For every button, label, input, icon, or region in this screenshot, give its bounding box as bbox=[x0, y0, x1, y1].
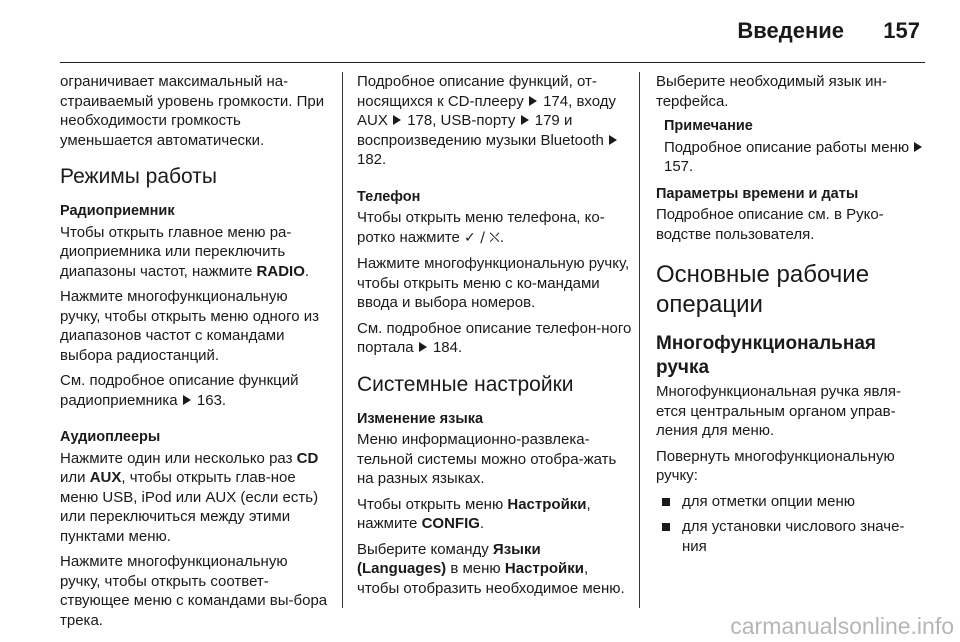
subheading-phone: Телефон bbox=[357, 188, 421, 205]
subheading-radio: Радиоприемник bbox=[60, 203, 175, 219]
time-paragraph: Подробное описание см. в Руко-водстве пользователя. bbox=[656, 206, 884, 243]
subheading-multifunction-knob: Многофункциональная ручка bbox=[656, 333, 876, 378]
page-ref-link[interactable]: 184. bbox=[432, 339, 463, 356]
phone-paragraph: Нажмите многофункциональную ручку, чтобы открыть меню с ко-мандами ввода и выбора номеров. bbox=[357, 255, 630, 311]
page-ref-link[interactable]: 178, USB-порту bbox=[407, 112, 516, 129]
page-ref-link[interactable]: 157. bbox=[664, 158, 694, 175]
languages-key: Языки (Languages) bbox=[357, 540, 541, 577]
knob-paragraph: Повернуть многофункциональную ручку: bbox=[656, 447, 895, 484]
section-heading-settings: Системные настройки bbox=[357, 372, 574, 396]
page-ref-link[interactable]: 182. bbox=[357, 151, 387, 168]
header-rule bbox=[60, 62, 925, 63]
radio-paragraph: Чтобы открыть главное меню ра-диоприемника или переключить диапазоны частот, нажмите RADIO. bbox=[60, 223, 310, 280]
column-3 bbox=[656, 72, 928, 562]
page-ref-link[interactable]: 163. bbox=[196, 391, 227, 409]
note-title: Примечание bbox=[664, 118, 753, 134]
settings-key: Настройки bbox=[507, 495, 587, 513]
bullet-icon bbox=[662, 498, 670, 506]
phone-paragraph: См. подробное описание телефон-ного портала 184. bbox=[357, 319, 632, 356]
subheading-audio: Аудиоплееры bbox=[60, 429, 161, 445]
page-ref-icon bbox=[529, 96, 537, 106]
page-ref-icon bbox=[393, 115, 401, 125]
language-paragraph: Выберите команду Языки (Languages) в меню Настройки, чтобы отобразить необходимое меню. bbox=[357, 540, 625, 597]
phone-paragraph: Чтобы открыть меню телефона, ко-ротко нажмите ✓ / ⛌. bbox=[357, 209, 605, 246]
phone-call-icon: ✓ / ⛌ bbox=[464, 229, 500, 246]
config-key: CONFIG bbox=[421, 515, 480, 532]
note-box bbox=[656, 117, 928, 177]
page-ref-link[interactable]: 174, bbox=[543, 92, 573, 110]
page-ref-icon bbox=[183, 395, 191, 405]
language-select-paragraph: Выберите необходимый язык ин-терфейса. bbox=[656, 73, 887, 110]
note-text: Подробное описание работы меню 157. bbox=[664, 138, 928, 177]
subheading-language: Изменение языка bbox=[357, 410, 484, 427]
cd-key: CD bbox=[296, 449, 319, 467]
page-ref-link[interactable]: 179 и воспроизведению музыки Bluetooth bbox=[357, 112, 604, 149]
page-ref-icon bbox=[914, 142, 922, 152]
audio-paragraph: Нажмите многофункциональную ручку, чтобы открыть соответ-ствующее меню с командами вы-бора трека. bbox=[60, 553, 328, 629]
page-ref-icon bbox=[521, 115, 529, 125]
radio-paragraph: Нажмите многофункциональную ручку, чтобы открыть меню одного из диапазонов частот с командами выбора радиостанций. bbox=[60, 288, 320, 364]
list-item: для установки числового значе-ния bbox=[656, 517, 928, 556]
column-1 bbox=[60, 72, 330, 636]
page-header bbox=[0, 0, 960, 60]
page-ref-icon bbox=[609, 135, 617, 145]
subheading-time-date: Параметры времени и даты bbox=[656, 185, 859, 202]
section-heading-basic-operations: Основные рабочие операции bbox=[656, 261, 870, 318]
radio-paragraph: См. подробное описание функций радиоприемника 163. bbox=[60, 372, 299, 409]
audio-paragraph: Нажмите один или несколько раз CD или AUX, чтобы открыть глав-ное меню USB, iPod или AUX (если есть) или переключиться между этими пунктами меню. bbox=[60, 449, 319, 545]
intro-paragraph: ограничивает максимальный на-страиваемый уровень громкости. При необходимости громкость уменьшается автоматически. bbox=[60, 73, 325, 149]
bullet-icon bbox=[662, 523, 670, 531]
watermark: carmanualsonline.info bbox=[730, 613, 954, 639]
section-heading-modes: Режимы работы bbox=[60, 165, 217, 188]
list-item: для отметки опции меню bbox=[656, 492, 928, 512]
column-divider bbox=[342, 72, 343, 608]
knob-paragraph: Многофункциональная ручка явля-ется центральным органом управ-ления для меню. bbox=[656, 383, 902, 439]
page-number: 157 bbox=[883, 18, 920, 43]
column-2 bbox=[357, 72, 632, 604]
column-divider bbox=[639, 72, 640, 608]
header-title: Введение bbox=[737, 18, 844, 43]
settings-key: Настройки bbox=[504, 560, 584, 577]
language-paragraph: Чтобы открыть меню Настройки, нажмите CONFIG. bbox=[357, 495, 591, 532]
radio-key: RADIO bbox=[256, 262, 305, 280]
aux-key: AUX bbox=[89, 469, 122, 486]
page-ref-icon bbox=[419, 342, 427, 352]
language-paragraph: Меню информационно-развлека-тельной системы можно отобра-жать на разных языках. bbox=[357, 431, 617, 487]
references-paragraph: Подробное описание функций, от-носящихся к CD-плееру 174, входу AUX 178, USB-порту 179 и воспроизведению музыки Bluetooth 182. bbox=[357, 73, 617, 168]
